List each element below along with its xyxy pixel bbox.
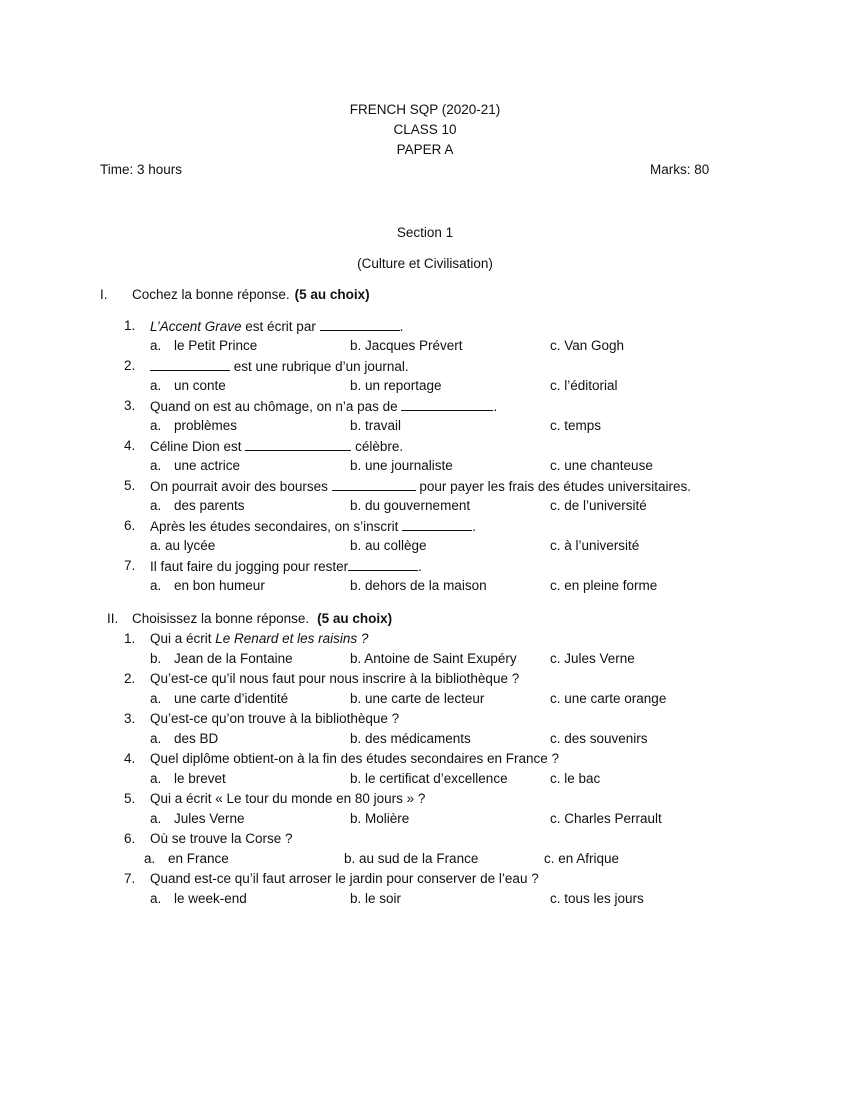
question-prefix: Après les études secondaires, on s’inscrit [150,519,403,534]
options-row [124,536,800,556]
question-text [150,356,800,376]
question-number: 4. [124,438,136,453]
option-b: b. Jacques Prévert [350,338,463,353]
options-row [124,649,800,669]
option-a-text: des parents [174,498,245,513]
option-b: b. le soir [350,891,402,906]
option-a [144,849,344,869]
answer-blank [332,476,416,491]
question-number: 2. [124,358,136,373]
option-b: b. Antoine de Saint Exupéry [350,651,517,666]
option-a [150,496,350,516]
part-one-roman: I. [100,287,108,302]
option-c: c. tous les jours [550,891,644,906]
question-suffix: . [418,559,422,574]
question-number: 6. [124,831,136,846]
question-text [150,869,800,889]
answer-blank [348,556,418,571]
part-one-instruction: Cochez la bonne réponse. [132,287,290,302]
option-a-text: le week-end [174,891,247,906]
options-row [118,849,800,869]
option-c: c. de l’université [550,498,647,513]
question-text [150,709,800,729]
question-suffix: . [399,319,404,334]
question-text [150,629,800,649]
question-suffix: pour payer les frais des études universitaires. [415,479,691,494]
options-row [124,416,800,436]
question-prefix: Qui a écrit « Le tour du monde en 80 jours » ? [150,791,426,806]
option-a [150,649,350,669]
option-a-text: le Petit Prince [174,338,258,353]
option-a-letter: a. [150,891,162,906]
question-text [150,669,800,689]
exam-marks: Marks: 80 [650,162,710,177]
question-suffix: est une rubrique d’un journal. [230,359,409,374]
option-a-letter: a. [150,578,162,593]
question-number: 3. [124,398,136,413]
question-text [150,516,800,536]
option-c: c. temps [550,418,602,433]
option-a-text: une carte d’identité [174,691,289,706]
question-prefix: On pourrait avoir des bourses [150,479,332,494]
option-b: b. Molière [350,811,410,826]
option-a-letter: a. [150,378,162,393]
question-number: 4. [124,751,136,766]
question-number: 1. [124,318,136,333]
option-a [150,416,350,436]
question-row [124,436,800,456]
question-text [150,476,800,496]
question-row [124,709,800,729]
option-a-letter: a. [150,771,162,786]
option-c: c. une chanteuse [550,458,653,473]
option-a-letter: a. [150,691,162,706]
question-prefix: Quand est-ce qu’il faut arroser le jardin pour conserver de l’eau ? [150,871,539,886]
option-a-letter: a. [150,811,162,826]
option-c: c. des souvenirs [550,731,648,746]
option-a [150,809,350,829]
answer-blank [320,316,400,331]
options-row [124,456,800,476]
option-a-text: en France [168,851,229,866]
option-a [150,689,350,709]
question-prefix: Qu’est-ce qu’il nous faut pour nous inscrire à la bibliothèque ? [150,671,520,686]
question-row [124,789,800,809]
question-number: 2. [124,671,136,686]
question-number: 1. [124,631,136,646]
option-a-letter: a. [144,851,156,866]
question-text [150,556,800,576]
answer-blank [401,396,493,411]
question-number: 6. [124,518,136,533]
question-italic-title: L’Accent Grave [150,319,242,334]
question-row [124,749,800,769]
exam-paper: PAPER A [396,142,454,157]
options-row [124,769,800,789]
option-c: c. Van Gogh [550,338,625,353]
option-b: b. travail [350,418,402,433]
question-row [124,829,800,849]
option-a-text: une actrice [174,458,241,473]
question-prefix: Qu’est-ce qu’on trouve à la bibliothèque ? [150,711,400,726]
option-a-letter: a. [150,731,162,746]
option-a [150,336,350,356]
option-c: c. en Afrique [544,851,620,866]
option-a-letter: a. [150,458,162,473]
option-a-letter: a. [150,338,162,353]
exam-class: CLASS 10 [393,122,457,137]
option-b: b. dehors de la maison [350,578,487,593]
question-suffix: . [493,399,498,414]
part-two-choice: (5 au choix) [317,611,393,626]
answer-blank [402,516,472,531]
option-a [150,456,350,476]
question-text [150,749,800,769]
option-a [150,376,350,396]
options-row [124,336,800,356]
option-a-text: le brevet [174,771,226,786]
question-number: 7. [124,871,136,886]
option-a [150,729,350,749]
question-number: 3. [124,711,136,726]
option-c: c. Charles Perrault [550,811,662,826]
part-one-choice: (5 au choix) [294,287,370,302]
option-c: c. en pleine forme [550,578,658,593]
question-text [150,396,800,416]
option-a [150,576,350,596]
option-a-text: en bon humeur [174,578,265,593]
option-b: b. le certificat d’excellence [350,771,508,786]
part-one-questions [100,316,800,596]
question-prefix: Quand on est au chômage, on n’a pas de [150,399,402,414]
option-a-text: a. au lycée [150,538,216,553]
part-two-questions [100,629,800,909]
question-prefix: est écrit par [241,319,320,334]
question-row [124,516,800,536]
option-a-text: Jean de la Fontaine [174,651,293,666]
options-row [124,689,800,709]
question-prefix: Quel diplôme obtient-on à la fin des études secondaires en France ? [150,751,560,766]
option-a-text: Jules Verne [174,811,245,826]
option-c: c. le bac [550,771,601,786]
option-a [150,536,350,556]
question-suffix: . [472,519,476,534]
exam-time: Time: 3 hours [100,162,183,177]
question-text [150,829,800,849]
option-b: b. au sud de la France [344,851,479,866]
option-a [150,889,350,909]
question-row [124,316,800,336]
question-number: 5. [124,478,136,493]
option-c: c. l’éditorial [550,378,618,393]
option-a-text: problèmes [174,418,238,433]
exam-title: FRENCH SQP (2020-21) [349,102,501,117]
question-prefix: Il faut faire du jogging pour rester [150,559,349,574]
part-two-instruction: Choisissez la bonne réponse. [132,611,310,626]
answer-blank [245,436,351,451]
part-two-roman: II. [107,611,119,626]
option-c: c. à l’université [550,538,640,553]
question-prefix: Où se trouve la Corse ? [150,831,293,846]
option-a [150,769,350,789]
question-row [124,556,800,576]
option-b: b. au collège [350,538,427,553]
question-row [124,356,800,376]
question-text [150,316,800,336]
part-one [100,285,800,596]
option-a-text: des BD [174,731,219,746]
options-row [124,576,800,596]
question-number: 7. [124,558,136,573]
part-two [100,609,800,909]
question-row [124,669,800,689]
question-text [150,436,800,456]
part-two-heading [100,609,800,629]
question-row [124,869,800,889]
answer-blank [150,356,230,371]
question-italic-title: Le Renard et les raisins ? [215,631,369,646]
section-subtitle: (Culture et Civilisation) [357,256,493,271]
option-b: b. une carte de lecteur [350,691,485,706]
option-b: b. un reportage [350,378,442,393]
question-number: 5. [124,791,136,806]
options-row [124,729,800,749]
question-prefix: Qui a écrit [150,631,216,646]
options-row [124,889,800,909]
option-a-letter: b. [150,651,162,666]
question-prefix: Céline Dion est [150,439,246,454]
option-b: b. des médicaments [350,731,471,746]
options-row [124,496,800,516]
section-title: Section 1 [396,225,454,240]
options-row [124,809,800,829]
option-a-letter: a. [150,418,162,433]
option-c: c. une carte orange [550,691,667,706]
option-a-text: un conte [174,378,226,393]
question-row [124,396,800,416]
question-text [150,789,800,809]
question-suffix: célèbre. [351,439,404,454]
option-c: c. Jules Verne [550,651,635,666]
option-b: b. une journaliste [350,458,453,473]
options-row [124,376,800,396]
option-a-letter: a. [150,498,162,513]
option-b: b. du gouvernement [350,498,471,513]
question-row [124,629,800,649]
question-row [124,476,800,496]
part-one-heading [100,285,800,305]
